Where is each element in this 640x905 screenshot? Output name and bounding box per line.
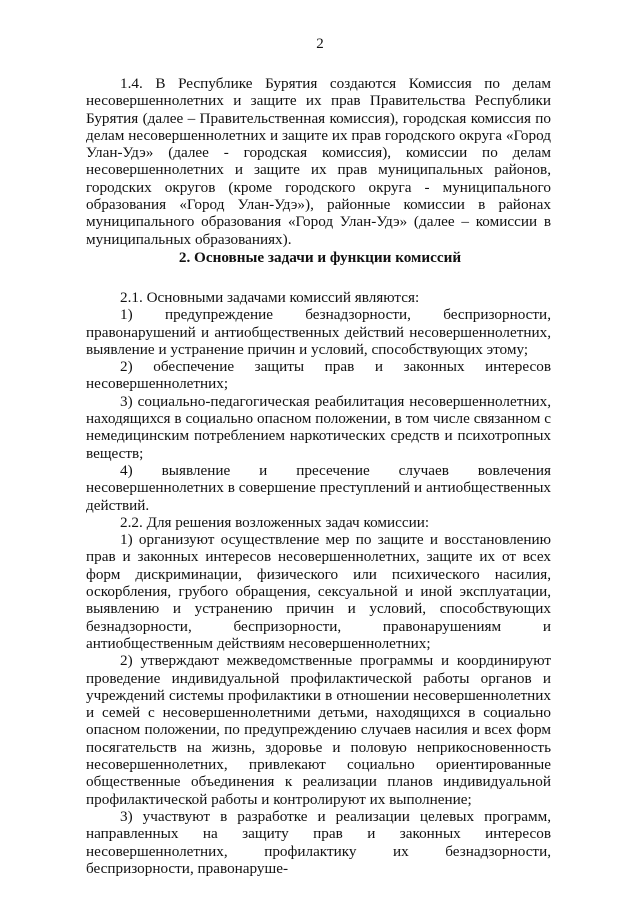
list-item-2-2-2: 2) утверждают межведомственные программы и координируют проведение индивидуальной профилактической работы органов и учреждений системы профилактики в отношении несовершеннолетних и семей с несовершеннолетними детьми, находящихся в социально опасном положении, по предупреждению случаев насилия и всех форм посягательств на жизнь, здоровье и половую неприкосновенность несовершеннолетних, привлекают социально ориентированные общественные объединения к реализации планов индивидуальной профилактической работы и контролируют их выполнение; bbox=[86, 652, 551, 808]
section-2-body bbox=[86, 289, 551, 877]
paragraph-1-4 bbox=[86, 75, 551, 248]
paragraph-2-1: 2.1. Основными задачами комиссий являются: bbox=[120, 289, 420, 306]
section-2-heading: 2. Основные задачи и функции комиссий bbox=[178, 249, 462, 266]
paragraph-1-4-text: 1.4. В Республике Бурятия создаются Комиссия по делам несовершеннолетних и защите их прав Правительства Республики Бурятия (далее – Правительственная комиссия), городская комиссия по делам несовершеннолетних и защите их прав городского округа «Город Улан-Удэ» (далее - городская комиссия), комиссии по делам несовершеннолетних и защите их прав муниципальных районов, городских округов (кроме городского округа - муниципального образования «Город Улан-Удэ»), районные комиссии в районах муниципального образования «Город Улан-Удэ» (далее – комиссии в муниципальных образованиях). bbox=[86, 75, 551, 248]
list-item-2-2-1: 1) организуют осуществление мер по защите и восстановлению прав и законных интересов несовершеннолетних, защите их от всех форм дискриминации, физического или психического насилия, оскорбления, грубого обращения, сексуальной и иной эксплуатации, выявлению и устранению причин и условий, способствующих безнадзорности, беспризорности, правонарушениям и антиобщественным действиям несовершеннолетних; bbox=[86, 531, 551, 652]
page-number: 2 bbox=[316, 36, 324, 52]
paragraph-2-2: 2.2. Для решения возложенных задач комиссии: bbox=[120, 513, 430, 531]
list-item-2-1-2: 2) обеспечение защиты прав и законных интересов несовершеннолетних; bbox=[86, 358, 551, 393]
list-item-2-1-4: 4) выявление и пресечение случаев вовлечения несовершеннолетних в совершение преступлений и антиобщественных действий. bbox=[86, 461, 551, 514]
list-item-2-1-1: 1) предупреждение безнадзорности, беспризорности, правонарушений и антиобщественных действий несовершеннолетних, выявление и устранение причин и условий, способствующих этому; bbox=[86, 306, 551, 358]
list-item-2-2-3: 3) участвуют в разработке и реализации целевых программ, направленных на защиту прав и законных интересов несовершеннолетних, профилактику их безнадзорности, беспризорности, правонаруше- bbox=[86, 807, 551, 877]
list-item-2-1-3: 3) социально-педагогическая реабилитация несовершеннолетних, находящихся в социально опасном положении, в том числе связанном с немедицинским потреблением наркотических средств и психотропных веществ; bbox=[86, 392, 551, 462]
